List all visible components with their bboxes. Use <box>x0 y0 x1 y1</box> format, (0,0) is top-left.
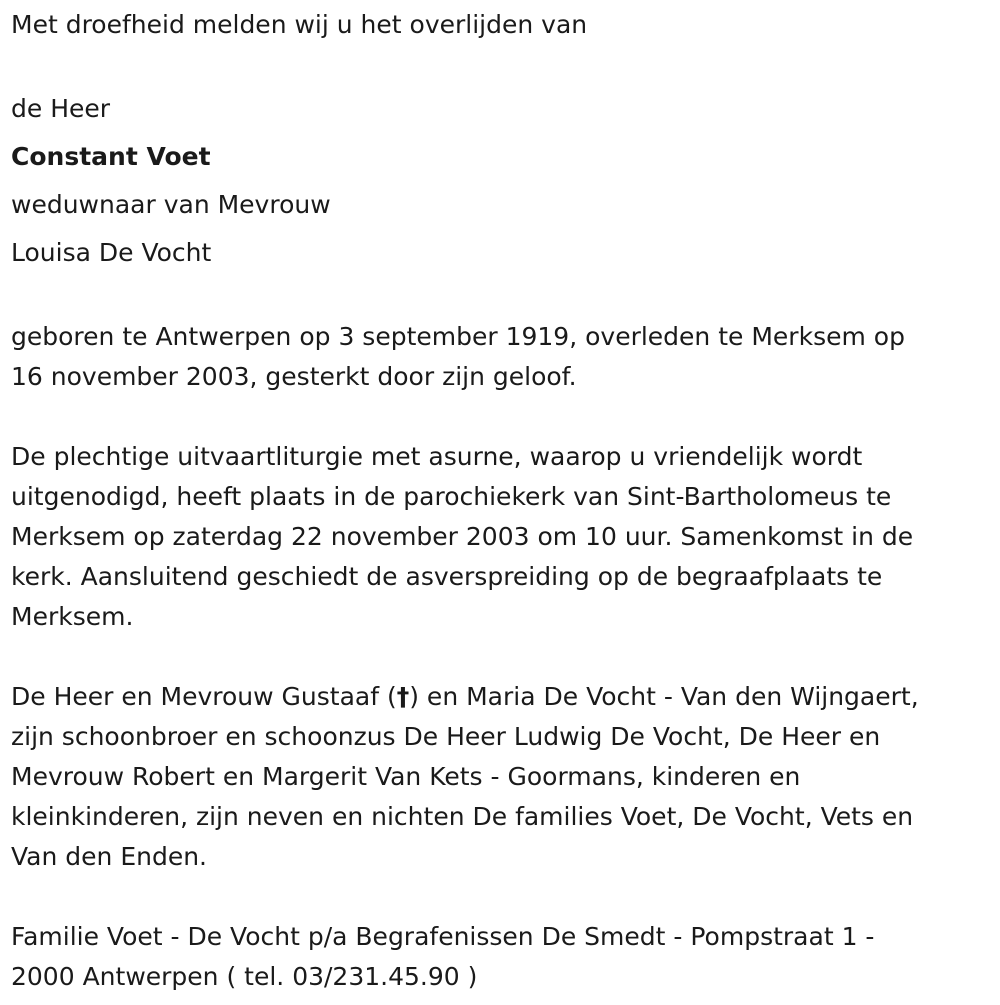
paragraph-line: Merksem op zaterdag 22 november 2003 om 10 uur. Samenkomst in de <box>11 522 914 551</box>
paragraph-line: 2000 Antwerpen ( tel. 03/231.45.90 ) <box>11 962 478 991</box>
family-paragraph <box>11 677 996 877</box>
cross-icon: † <box>396 682 410 711</box>
contact-paragraph <box>11 917 996 997</box>
spacer <box>11 45 996 85</box>
deceased-name: Constant Voet <box>11 142 211 171</box>
family-text: De Heer en Mevrouw Gustaaf ( <box>11 682 397 711</box>
paragraph-line: Van den Enden. <box>11 842 207 871</box>
ceremony-paragraph <box>11 437 996 637</box>
paragraph-line: kleinkinderen, zijn neven en nichten De families Voet, De Vocht, Vets en <box>11 802 914 831</box>
family-text: ) en Maria De Vocht - Van den Wijngaert, <box>409 682 919 711</box>
paragraph-line: Mevrouw Robert en Margerit Van Kets - Goormans, kinderen en <box>11 762 801 791</box>
paragraph-line: uitgenodigd, heeft plaats in de parochiekerk van Sint-Bartholomeus te <box>11 482 892 511</box>
paragraph-line <box>11 677 996 717</box>
paragraph-line: Familie Voet - De Vocht p/a Begrafenissen De Smedt - Pompstraat 1 - <box>11 922 875 951</box>
spacer <box>11 877 996 917</box>
intro-text: Met droefheid melden wij u het overlijden van <box>11 10 588 39</box>
honorific: de Heer <box>11 94 111 123</box>
paragraph-line: geboren te Antwerpen op 3 september 1919, overleden te Merksem op <box>11 322 905 351</box>
spouse-prefix: weduwnaar van Mevrouw <box>11 190 331 219</box>
birth-death-paragraph <box>11 317 996 397</box>
spacer <box>11 637 996 677</box>
spacer <box>11 397 996 437</box>
paragraph-line: 16 november 2003, gesterkt door zijn geloof. <box>11 362 577 391</box>
paragraph-line: Merksem. <box>11 602 134 631</box>
spouse-name: Louisa De Vocht <box>11 238 212 267</box>
paragraph-line: De plechtige uitvaartliturgie met asurne, waarop u vriendelijk wordt <box>11 442 863 471</box>
paragraph-line: zijn schoonbroer en schoonzus De Heer Ludwig De Vocht, De Heer en <box>11 722 881 751</box>
spacer <box>11 277 996 317</box>
paragraph-line: kerk. Aansluitend geschiedt de asverspreiding op de begraafplaats te <box>11 562 883 591</box>
obituary-notice <box>11 5 996 997</box>
